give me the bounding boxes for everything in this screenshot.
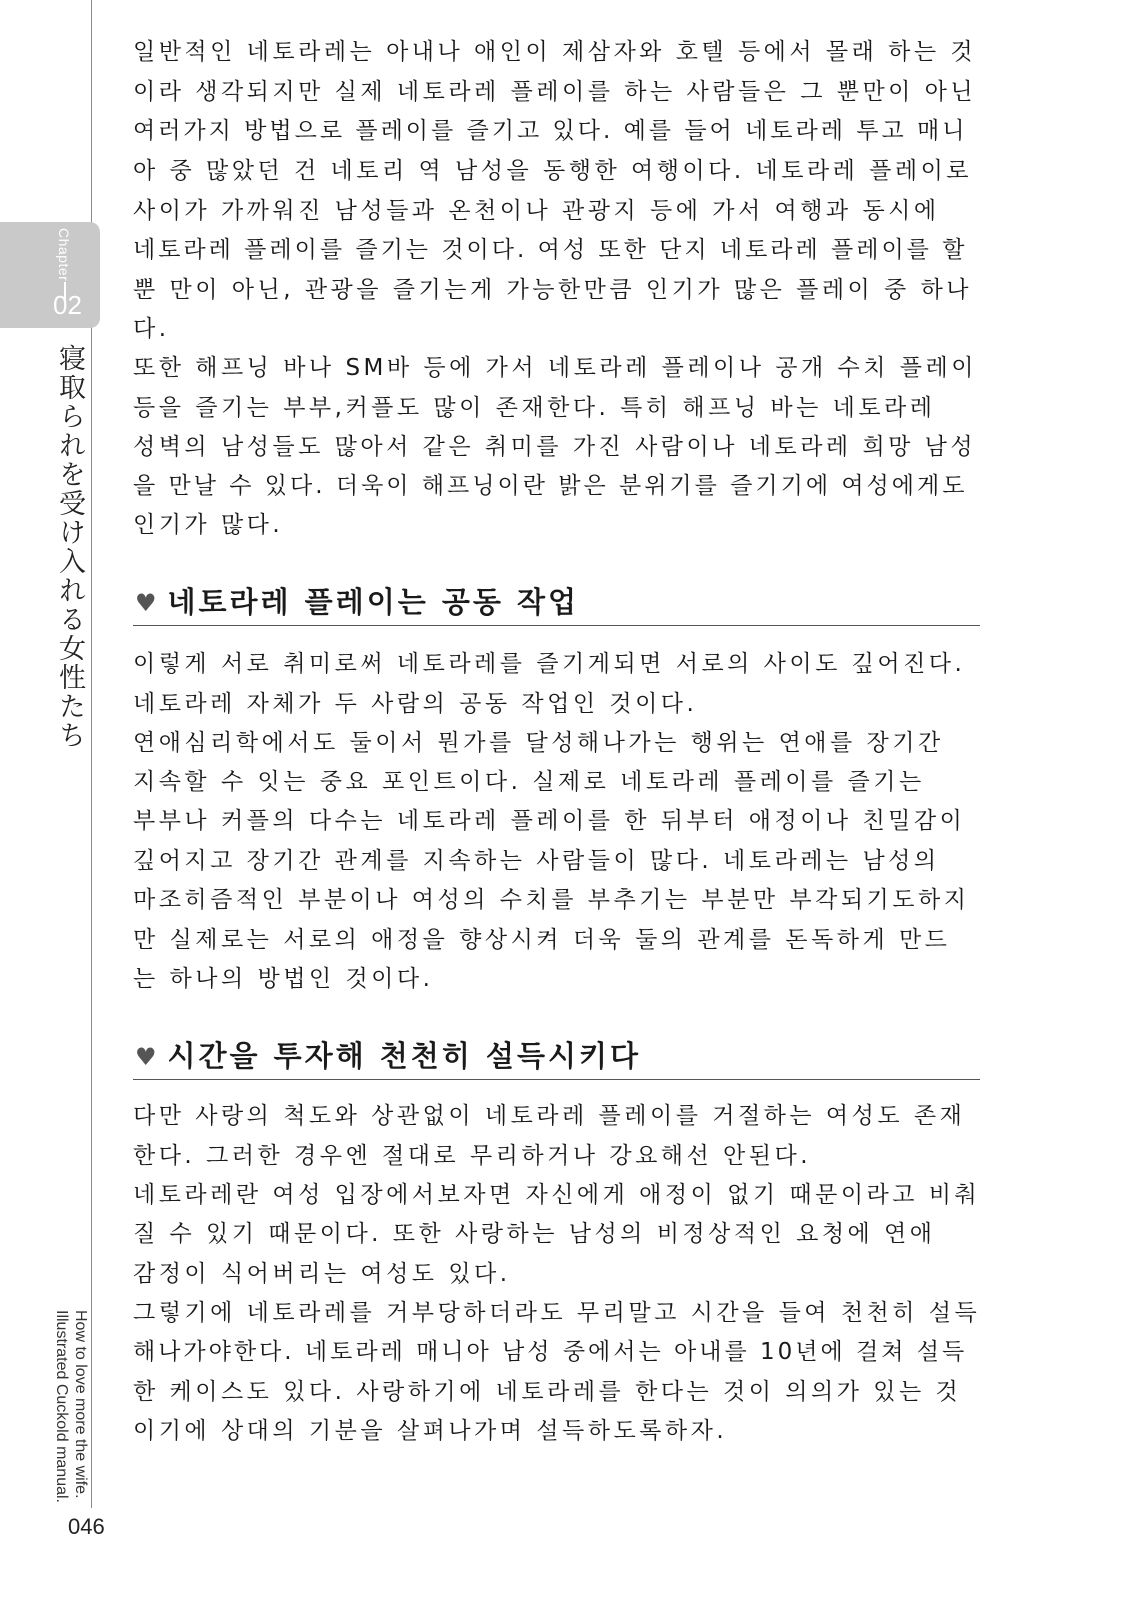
body-line: 그렇기에 네토라레를 거부당하더라도 무리말고 시간을 들여 천천히 설득 <box>133 1300 981 1326</box>
body-line: 부부나 커플의 다수는 네토라레 플레이를 한 뒤부터 애정이나 친밀감이 <box>133 808 966 834</box>
body-line: 다만 사랑의 척도와 상관없이 네토라레 플레이를 거절하는 여성도 존재 <box>133 1103 966 1129</box>
body-line: 지속할 수 잇는 중요 포인트이다. 실제로 네토라레 플레이를 즐기는 <box>133 769 925 795</box>
body-line: 아 중 많았던 건 네토리 역 남성을 동행한 여행이다. 네토라레 플레이로 <box>133 158 973 184</box>
body-line: 뿐 만이 아닌, 관광을 즐기는게 가능한만큼 인기가 많은 플레이 중 하나 <box>133 277 973 303</box>
body-line: 한 케이스도 있다. 사랑하기에 네토라레를 한다는 것이 의의가 있는 것 <box>133 1379 962 1405</box>
body-line: 네토라레 플레이를 즐기는 것이다. 여성 또한 단지 네토라레 플레이를 할 <box>133 237 968 263</box>
body-line: 만 실제로는 서로의 애정을 향상시켜 더욱 둘의 관계를 돈독하게 만드 <box>133 927 951 953</box>
chapter-tab <box>0 222 100 328</box>
body-line: 마조히즘적인 부분이나 여성의 수치를 부추기는 부분만 부각되기도하지 <box>133 887 970 913</box>
body-line: 등을 즐기는 부부,커플도 많이 존재한다. 특히 해프닝 바는 네토라레 <box>133 395 936 421</box>
body-line: 이기에 상대의 기분을 살펴나가며 설득하도록하자. <box>133 1418 728 1444</box>
page-number: 046 <box>68 1514 105 1539</box>
body-line: 이라 생각되지만 실제 네토라레 플레이를 하는 사람들은 그 뿐만이 아닌 <box>133 79 977 105</box>
section-heading <box>135 1034 641 1075</box>
section-heading-text: 네토라레 플레이는 공동 작업 <box>167 585 579 619</box>
book-title-line-2: Illustrated Cuckold manual. <box>53 1310 70 1503</box>
body-line: 일반적인 네토라레는 아내나 애인이 제삼자와 호텔 등에서 몰래 하는 것 <box>133 39 977 65</box>
body-line: 한다. 그러한 경우엔 절대로 무리하거나 강요해선 안된다. <box>133 1143 812 1169</box>
body-line: 이렇게 서로 취미로써 네토라레를 즐기게되면 서로의 사이도 깊어진다. <box>133 651 966 677</box>
body-line: 깊어지고 장기간 관계를 지속하는 사람들이 많다. 네토라레는 남성의 <box>133 848 940 874</box>
body-line: 다. <box>133 316 170 342</box>
body-line: 사이가 가까워진 남성들과 온천이나 관광지 등에 가서 여행과 동시에 <box>133 198 940 224</box>
section-divider <box>133 625 980 626</box>
book-title-line-1: How to love more the wife. <box>72 1310 89 1499</box>
body-line: 인기가 많다. <box>133 512 284 538</box>
section-divider <box>133 1079 980 1080</box>
chapter-label: Chapter <box>56 228 72 282</box>
body-line: 또한 해프닝 바나 SM바 등에 가서 네토라레 플레이나 공개 수치 플레이 <box>133 355 977 381</box>
body-line: 네토라레 자체가 두 사람의 공동 작업인 것이다. <box>133 691 698 717</box>
section-heading <box>135 580 579 621</box>
section-heading-text: 시간을 투자해 천천히 설득시키다 <box>167 1039 642 1073</box>
body-line: 여러가지 방법으로 플레이를 즐기고 있다. 예를 들어 네토라레 투고 매니 <box>133 118 968 144</box>
body-line: 감정이 식어버리는 여성도 있다. <box>133 1261 511 1287</box>
body-line: 해나가야한다. 네토라레 매니아 남성 중에서는 아내를 10년에 걸쳐 설득 <box>133 1339 968 1365</box>
book-title <box>52 1310 90 1508</box>
heart-icon: ♥ <box>135 589 160 617</box>
body-line: 네토라레란 여성 입장에서보자면 자신에게 애정이 없기 때문이라고 비춰 <box>133 1182 981 1208</box>
body-line: 성벽의 남성들도 많아서 같은 취미를 가진 사람이나 네토라레 희망 남성 <box>133 434 977 460</box>
chapter-number: 02 <box>53 290 82 320</box>
body-line: 연애심리학에서도 둘이서 뭔가를 달성해나가는 행위는 연애를 장기간 <box>133 730 944 756</box>
body-line: 을 만날 수 있다. 더욱이 해프닝이란 밝은 분위기를 즐기기에 여성에게도 <box>133 473 968 499</box>
heart-icon: ♥ <box>135 1043 160 1071</box>
body-line: 는 하나의 방법인 것이다. <box>133 966 434 992</box>
chapter-title: 寝取られを受け入れる女性たち <box>54 344 85 750</box>
body-line: 질 수 있기 때문이다. 또한 사랑하는 남성의 비정상적인 요청에 연애 <box>133 1221 936 1247</box>
